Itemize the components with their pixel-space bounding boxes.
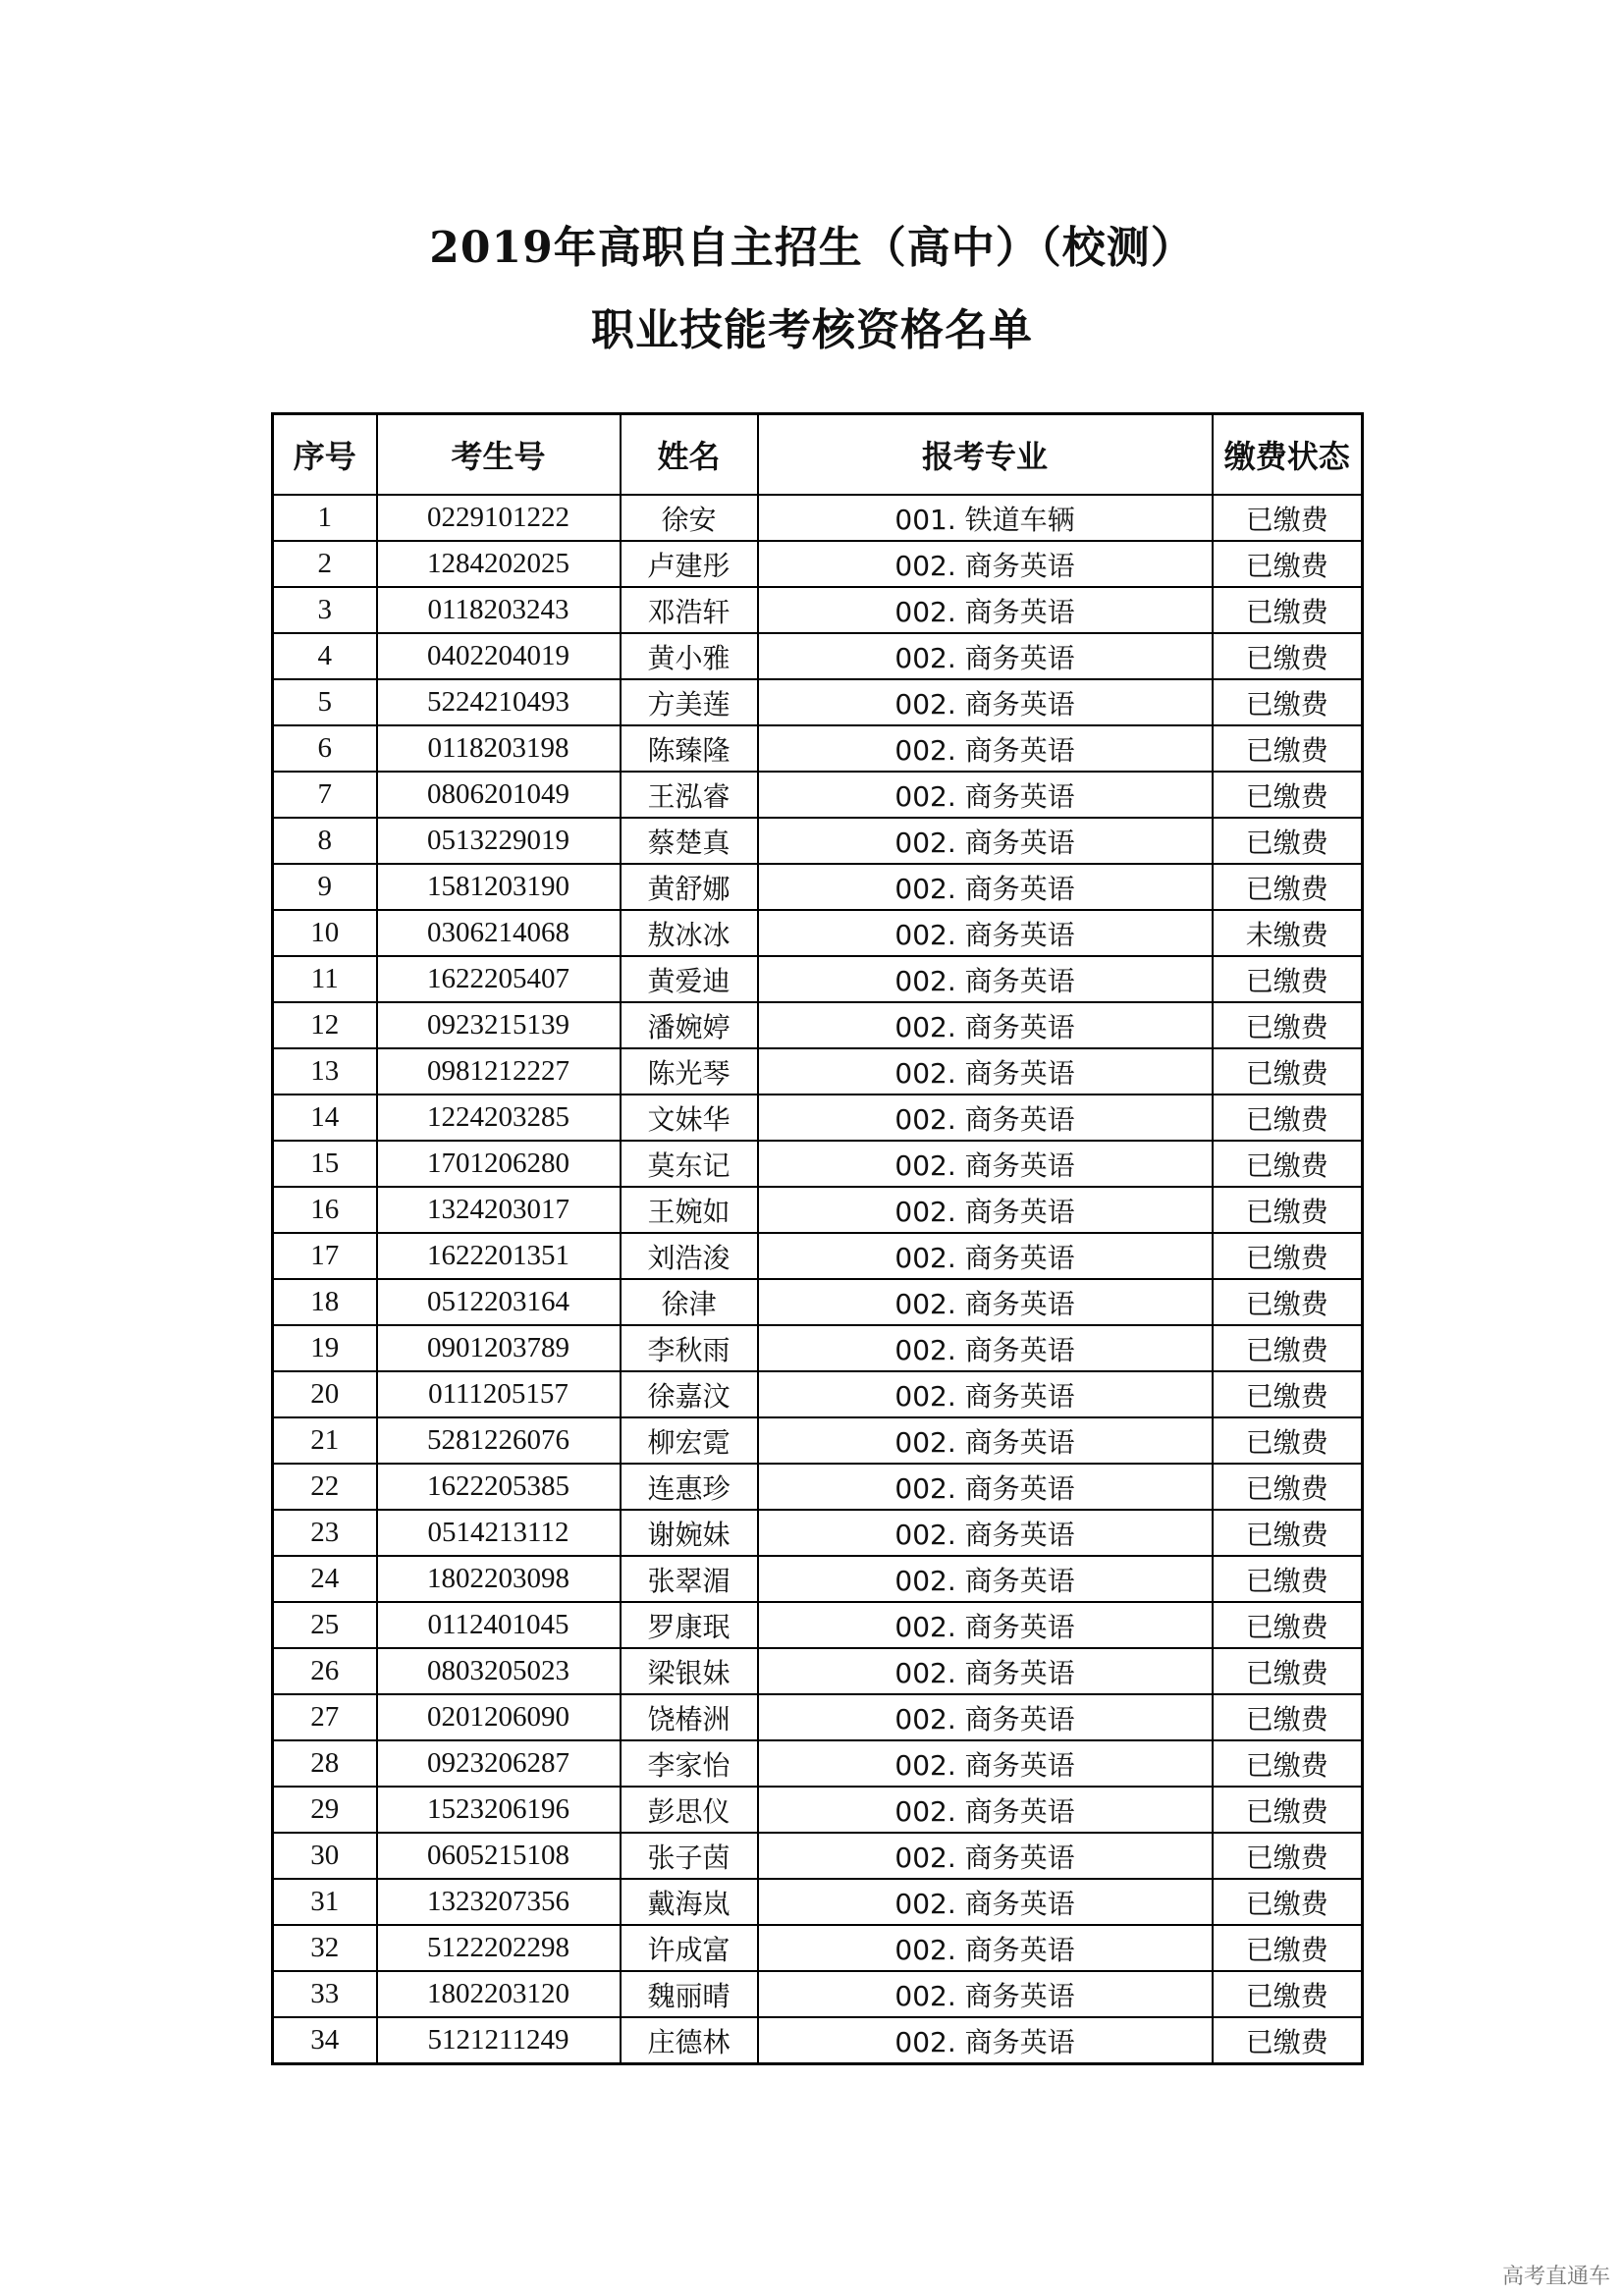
cell-name: 许成富	[621, 1925, 758, 1971]
table-row	[273, 1279, 1363, 1325]
cell-major: 002. 商务英语	[758, 1464, 1213, 1510]
cell-major: 002. 商务英语	[758, 725, 1213, 772]
cell-index: 12	[273, 1002, 377, 1048]
cell-name: 陈光琴	[621, 1048, 758, 1095]
cell-index: 16	[273, 1187, 377, 1233]
cell-payment-status: 已缴费	[1213, 679, 1363, 725]
cell-candidate-id: 0901203789	[377, 1325, 621, 1371]
table-row	[273, 1740, 1363, 1787]
cell-name: 莫东记	[621, 1141, 758, 1187]
table-row	[273, 1602, 1363, 1648]
table-row	[273, 1694, 1363, 1740]
cell-name: 邓浩轩	[621, 587, 758, 633]
cell-candidate-id: 0306214068	[377, 910, 621, 956]
cell-major: 002. 商务英语	[758, 1602, 1213, 1648]
cell-major: 002. 商务英语	[758, 1833, 1213, 1879]
table-header-row	[273, 414, 1363, 496]
table-row	[273, 1002, 1363, 1048]
cell-candidate-id: 1523206196	[377, 1787, 621, 1833]
table-row	[273, 1371, 1363, 1417]
cell-candidate-id: 1802203120	[377, 1971, 621, 2017]
table-row	[273, 910, 1363, 956]
table-row	[273, 725, 1363, 772]
cell-index: 28	[273, 1740, 377, 1787]
table-row	[273, 1095, 1363, 1141]
cell-major: 002. 商务英语	[758, 1048, 1213, 1095]
cell-major: 002. 商务英语	[758, 1233, 1213, 1279]
cell-payment-status: 已缴费	[1213, 1787, 1363, 1833]
table-row	[273, 1510, 1363, 1556]
cell-name: 张子茵	[621, 1833, 758, 1879]
cell-payment-status: 已缴费	[1213, 1694, 1363, 1740]
cell-major: 002. 商务英语	[758, 1417, 1213, 1464]
cell-candidate-id: 0923215139	[377, 1002, 621, 1048]
cell-name: 方美莲	[621, 679, 758, 725]
header-name: 姓名	[621, 414, 758, 496]
cell-name: 柳宏霓	[621, 1417, 758, 1464]
cell-payment-status: 已缴费	[1213, 1279, 1363, 1325]
table-row	[273, 1233, 1363, 1279]
cell-name: 王泓睿	[621, 772, 758, 818]
cell-index: 15	[273, 1141, 377, 1187]
table-row	[273, 1925, 1363, 1971]
table-row	[273, 956, 1363, 1002]
cell-payment-status: 已缴费	[1213, 1187, 1363, 1233]
cell-name: 庄德林	[621, 2017, 758, 2064]
cell-major: 002. 商务英语	[758, 1648, 1213, 1694]
table-row	[273, 772, 1363, 818]
cell-payment-status: 已缴费	[1213, 1925, 1363, 1971]
cell-candidate-id: 0111205157	[377, 1371, 621, 1417]
cell-payment-status: 已缴费	[1213, 2017, 1363, 2064]
header-payment-status: 缴费状态	[1213, 414, 1363, 496]
cell-candidate-id: 0513229019	[377, 818, 621, 864]
cell-payment-status: 已缴费	[1213, 541, 1363, 587]
cell-name: 李秋雨	[621, 1325, 758, 1371]
table-row	[273, 2017, 1363, 2064]
cell-name: 饶椿洲	[621, 1694, 758, 1740]
cell-payment-status: 已缴费	[1213, 864, 1363, 910]
cell-candidate-id: 1284202025	[377, 541, 621, 587]
cell-major: 002. 商务英语	[758, 1510, 1213, 1556]
cell-name: 黄小雅	[621, 633, 758, 679]
cell-major: 002. 商务英语	[758, 1694, 1213, 1740]
cell-candidate-id: 5224210493	[377, 679, 621, 725]
cell-name: 戴海岚	[621, 1879, 758, 1925]
cell-name: 罗康珉	[621, 1602, 758, 1648]
cell-payment-status: 已缴费	[1213, 1417, 1363, 1464]
cell-major: 002. 商务英语	[758, 1925, 1213, 1971]
cell-candidate-id: 0512203164	[377, 1279, 621, 1325]
table-row	[273, 541, 1363, 587]
cell-name: 蔡楚真	[621, 818, 758, 864]
cell-index: 30	[273, 1833, 377, 1879]
cell-candidate-id: 0112401045	[377, 1602, 621, 1648]
cell-index: 31	[273, 1879, 377, 1925]
cell-major: 002. 商务英语	[758, 1002, 1213, 1048]
cell-name: 魏丽晴	[621, 1971, 758, 2017]
cell-payment-status: 已缴费	[1213, 956, 1363, 1002]
cell-candidate-id: 1622205385	[377, 1464, 621, 1510]
cell-index: 1	[273, 495, 377, 541]
cell-major: 002. 商务英语	[758, 1095, 1213, 1141]
cell-candidate-id: 0806201049	[377, 772, 621, 818]
cell-index: 9	[273, 864, 377, 910]
cell-index: 11	[273, 956, 377, 1002]
cell-major: 002. 商务英语	[758, 1740, 1213, 1787]
cell-name: 连惠珍	[621, 1464, 758, 1510]
cell-major: 002. 商务英语	[758, 541, 1213, 587]
cell-major: 002. 商务英语	[758, 1787, 1213, 1833]
cell-candidate-id: 5122202298	[377, 1925, 621, 1971]
cell-index: 19	[273, 1325, 377, 1371]
cell-payment-status: 已缴费	[1213, 1095, 1363, 1141]
cell-major: 002. 商务英语	[758, 1279, 1213, 1325]
cell-major: 002. 商务英语	[758, 1141, 1213, 1187]
cell-major: 002. 商务英语	[758, 587, 1213, 633]
cell-candidate-id: 1581203190	[377, 864, 621, 910]
cell-payment-status: 已缴费	[1213, 1325, 1363, 1371]
cell-payment-status: 已缴费	[1213, 1833, 1363, 1879]
cell-index: 10	[273, 910, 377, 956]
cell-major: 002. 商务英语	[758, 1556, 1213, 1602]
cell-index: 20	[273, 1371, 377, 1417]
cell-major: 002. 商务英语	[758, 1971, 1213, 2017]
cell-index: 29	[273, 1787, 377, 1833]
cell-index: 17	[273, 1233, 377, 1279]
cell-name: 黄爱迪	[621, 956, 758, 1002]
cell-payment-status: 已缴费	[1213, 1556, 1363, 1602]
cell-index: 25	[273, 1602, 377, 1648]
cell-name: 彭思仪	[621, 1787, 758, 1833]
table-row	[273, 1325, 1363, 1371]
cell-payment-status: 已缴费	[1213, 1002, 1363, 1048]
cell-payment-status: 已缴费	[1213, 1879, 1363, 1925]
cell-index: 18	[273, 1279, 377, 1325]
cell-major: 002. 商务英语	[758, 2017, 1213, 2064]
table-row	[273, 1141, 1363, 1187]
table-row	[273, 633, 1363, 679]
cell-candidate-id: 0514213112	[377, 1510, 621, 1556]
cell-payment-status: 已缴费	[1213, 1048, 1363, 1095]
cell-major: 002. 商务英语	[758, 679, 1213, 725]
cell-candidate-id: 0118203198	[377, 725, 621, 772]
cell-index: 33	[273, 1971, 377, 2017]
cell-name: 陈臻隆	[621, 725, 758, 772]
cell-major: 002. 商务英语	[758, 772, 1213, 818]
cell-major: 001. 铁道车辆	[758, 495, 1213, 541]
document-title: 2019年高职自主招生（高中）（校测）	[429, 223, 1195, 273]
cell-candidate-id: 1802203098	[377, 1556, 621, 1602]
cell-candidate-id: 5281226076	[377, 1417, 621, 1464]
cell-index: 6	[273, 725, 377, 772]
cell-name: 李家怡	[621, 1740, 758, 1787]
cell-major: 002. 商务英语	[758, 864, 1213, 910]
cell-index: 4	[273, 633, 377, 679]
cell-index: 27	[273, 1694, 377, 1740]
cell-index: 34	[273, 2017, 377, 2064]
cell-name: 文妹华	[621, 1095, 758, 1141]
cell-name: 梁银妹	[621, 1648, 758, 1694]
cell-major: 002. 商务英语	[758, 1879, 1213, 1925]
table-row	[273, 864, 1363, 910]
cell-candidate-id: 1324203017	[377, 1187, 621, 1233]
cell-payment-status: 已缴费	[1213, 495, 1363, 541]
table-row	[273, 1833, 1363, 1879]
table-row	[273, 1879, 1363, 1925]
header-candidate-id: 考生号	[377, 414, 621, 496]
cell-major: 002. 商务英语	[758, 818, 1213, 864]
cell-name: 敖冰冰	[621, 910, 758, 956]
cell-index: 3	[273, 587, 377, 633]
cell-index: 2	[273, 541, 377, 587]
cell-index: 21	[273, 1417, 377, 1464]
cell-index: 24	[273, 1556, 377, 1602]
cell-index: 26	[273, 1648, 377, 1694]
table-row	[273, 1464, 1363, 1510]
cell-name: 谢婉妹	[621, 1510, 758, 1556]
header-index: 序号	[273, 414, 377, 496]
cell-candidate-id: 0803205023	[377, 1648, 621, 1694]
cell-payment-status: 已缴费	[1213, 1141, 1363, 1187]
cell-index: 13	[273, 1048, 377, 1095]
cell-index: 7	[273, 772, 377, 818]
cell-payment-status: 已缴费	[1213, 818, 1363, 864]
cell-index: 23	[273, 1510, 377, 1556]
table-row	[273, 587, 1363, 633]
cell-payment-status: 已缴费	[1213, 1510, 1363, 1556]
cell-payment-status: 已缴费	[1213, 1464, 1363, 1510]
cell-payment-status: 未缴费	[1213, 910, 1363, 956]
table-row	[273, 1971, 1363, 2017]
cell-candidate-id: 1622201351	[377, 1233, 621, 1279]
cell-candidate-id: 5121211249	[377, 2017, 621, 2064]
cell-name: 徐津	[621, 1279, 758, 1325]
header-major: 报考专业	[758, 414, 1213, 496]
cell-candidate-id: 1323207356	[377, 1879, 621, 1925]
table-row	[273, 818, 1363, 864]
table-row	[273, 1417, 1363, 1464]
cell-payment-status: 已缴费	[1213, 1971, 1363, 2017]
cell-payment-status: 已缴费	[1213, 1740, 1363, 1787]
document-subtitle: 职业技能考核资格名单	[591, 305, 1033, 355]
cell-payment-status: 已缴费	[1213, 633, 1363, 679]
cell-index: 22	[273, 1464, 377, 1510]
cell-major: 002. 商务英语	[758, 910, 1213, 956]
cell-major: 002. 商务英语	[758, 1325, 1213, 1371]
cell-name: 卢建彤	[621, 541, 758, 587]
cell-payment-status: 已缴费	[1213, 587, 1363, 633]
cell-candidate-id: 0118203243	[377, 587, 621, 633]
cell-candidate-id: 0201206090	[377, 1694, 621, 1740]
table-row	[273, 1556, 1363, 1602]
cell-payment-status: 已缴费	[1213, 1371, 1363, 1417]
table-row	[273, 495, 1363, 541]
cell-name: 刘浩浚	[621, 1233, 758, 1279]
table-row	[273, 1787, 1363, 1833]
cell-name: 徐嘉汶	[621, 1371, 758, 1417]
cell-candidate-id: 0981212227	[377, 1048, 621, 1095]
cell-candidate-id: 1622205407	[377, 956, 621, 1002]
cell-payment-status: 已缴费	[1213, 1648, 1363, 1694]
cell-name: 张翠湄	[621, 1556, 758, 1602]
cell-major: 002. 商务英语	[758, 956, 1213, 1002]
cell-candidate-id: 0402204019	[377, 633, 621, 679]
cell-candidate-id: 0229101222	[377, 495, 621, 541]
table-row	[273, 1187, 1363, 1233]
table-row	[273, 679, 1363, 725]
table-row	[273, 1048, 1363, 1095]
cell-index: 32	[273, 1925, 377, 1971]
cell-name: 王婉如	[621, 1187, 758, 1233]
cell-payment-status: 已缴费	[1213, 1602, 1363, 1648]
cell-candidate-id: 0923206287	[377, 1740, 621, 1787]
cell-name: 徐安	[621, 495, 758, 541]
candidate-table	[271, 412, 1364, 2065]
cell-name: 黄舒娜	[621, 864, 758, 910]
cell-index: 5	[273, 679, 377, 725]
cell-payment-status: 已缴费	[1213, 1233, 1363, 1279]
cell-major: 002. 商务英语	[758, 1371, 1213, 1417]
cell-payment-status: 已缴费	[1213, 725, 1363, 772]
cell-index: 14	[273, 1095, 377, 1141]
cell-candidate-id: 1701206280	[377, 1141, 621, 1187]
cell-candidate-id: 0605215108	[377, 1833, 621, 1879]
table-row	[273, 1648, 1363, 1694]
watermark: 高考直通车	[1501, 2265, 1610, 2289]
cell-index: 8	[273, 818, 377, 864]
cell-payment-status: 已缴费	[1213, 772, 1363, 818]
cell-major: 002. 商务英语	[758, 1187, 1213, 1233]
cell-candidate-id: 1224203285	[377, 1095, 621, 1141]
cell-name: 潘婉婷	[621, 1002, 758, 1048]
cell-major: 002. 商务英语	[758, 633, 1213, 679]
